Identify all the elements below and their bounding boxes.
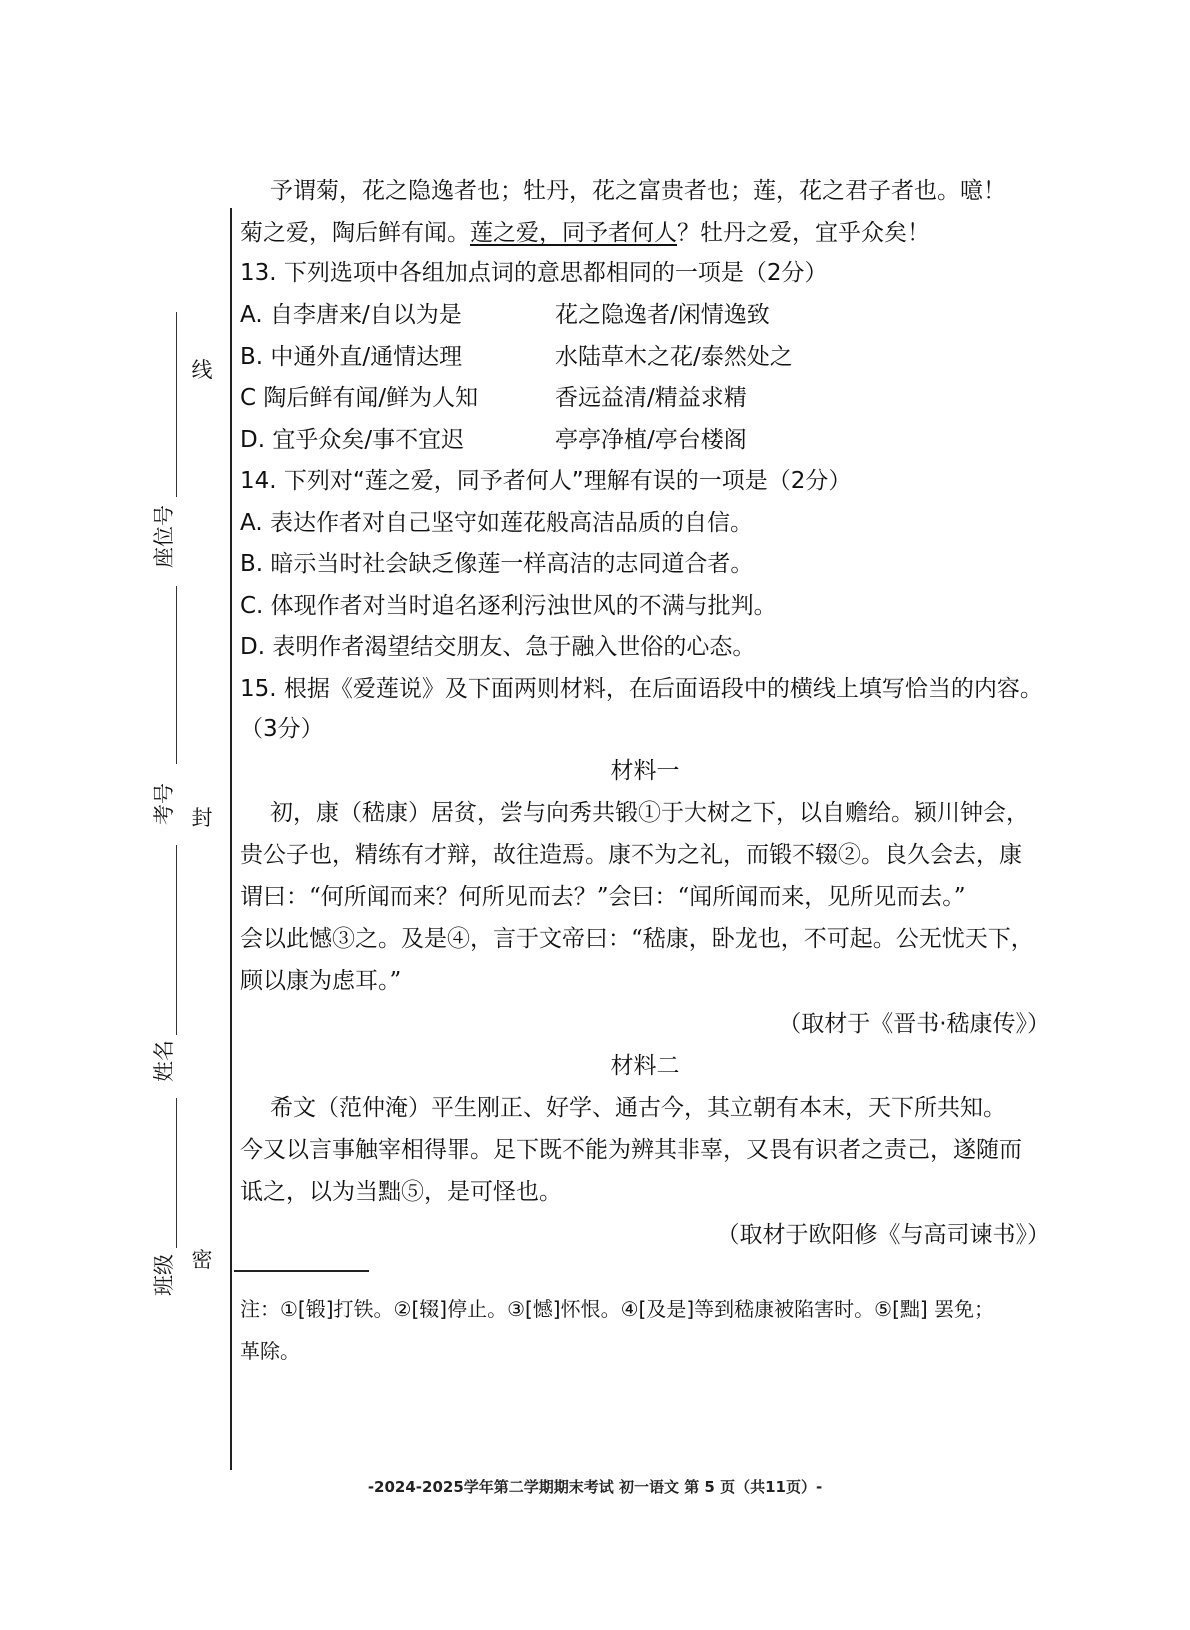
name-label: 姓名 <box>152 1040 176 1082</box>
material2-title: 材料二 <box>610 1053 680 1079</box>
notes-line-2: 革除。 <box>240 1339 300 1363</box>
material1-line-5: 顾以康为虑耳。” <box>240 968 402 994</box>
footnote-rule <box>234 1270 369 1272</box>
q13-option-c: C 陶后鲜有闻/鲜为人知 <box>240 385 479 411</box>
q13-option-c-pair2: 香远益清/精益求精 <box>555 385 747 411</box>
material2-line-2: 今又以言事触宰相得罪。足下既不能为辨其非辜，又畏有识者之责己，遂随而 <box>240 1137 1022 1163</box>
material2-line-1: 希文（范仲淹）平生刚正、好学、通古今，其立朝有本末，天下所共知。 <box>270 1095 1006 1121</box>
notes-line-1: 注：①[锻]打铁。②[辍]停止。③[憾]怀恨。④[及是]等到嵇康被陷害时。⑤[黜] 罢免； <box>240 1297 995 1321</box>
q15-stem: 15. 根据《爱莲说》及下面两则材料，在后面语段中的横线上填写恰当的内容。 <box>240 676 1043 702</box>
q13-option-b-pair2: 水陆草木之花/泰然处之 <box>555 344 793 370</box>
passage-line-2: 菊之爱，陶后鲜有闻。莲之爱，同予者何人？牡丹之爱，宜乎众矣！ <box>240 220 930 246</box>
q15-points: （3分） <box>240 716 324 742</box>
material1-source: （取材于《晋书·嵇康传》） <box>778 1011 1050 1037</box>
q13-option-b: B. 中通外直/通情达理 <box>240 344 463 370</box>
material2-source: （取材于欧阳修《与高司谏书》） <box>716 1222 1050 1248</box>
q13-option-a-pair2: 花之隐逸者/闲情逸致 <box>555 302 770 328</box>
margin-tag-line: 线 <box>191 358 213 382</box>
material2-line-3: 诋之，以为当黜⑤，是可怪也。 <box>240 1179 562 1205</box>
q14-option-a: A. 表达作者对自己坚守如莲花般高洁品质的自信。 <box>240 510 753 536</box>
material1-line-2: 贵公子也，精练有才辩，故往造焉。康不为之礼，而锻不辍②。良久会去，康 <box>240 842 1022 868</box>
q14-option-d: D. 表明作者渴望结交朋友、急于融入世俗的心态。 <box>240 634 756 660</box>
material1-line-4: 会以此憾③之。及是④，言于文帝曰：“嵇康，卧龙也，不可起。公无忧天下， <box>240 926 1034 952</box>
q13-option-a: A. 自李唐来/自以为是 <box>240 302 462 328</box>
q13-option-d: D. 宜乎众矣/事不宜迟 <box>240 427 465 453</box>
passage-line-1: 予谓菊，花之隐逸者也；牡丹，花之富贵者也；莲，花之君子者也。噫！ <box>270 178 1006 204</box>
page-footer: -2024-2025学年第二学期期末考试 初一语文 第 5 页（共11页）- <box>367 1478 823 1496</box>
margin-tag-secret: 密 <box>191 1248 213 1272</box>
q13-stem: 13. 下列选项中各组加点词的意思都相同的一项是（2分） <box>240 260 828 286</box>
material1-title: 材料一 <box>610 758 680 784</box>
class-field-line <box>176 1098 177 1248</box>
material1-line-3: 谓曰：“何所闻而来？何所见而去？”会曰：“闻所闻而来，见所见而去。” <box>240 884 966 910</box>
name-field-line <box>176 845 177 1035</box>
q13-option-d-pair2: 亭亭净植/亭台楼阁 <box>555 427 747 453</box>
q14-option-c: C. 体现作者对当时追名逐利污浊世风的不满与批判。 <box>240 593 777 619</box>
margin-tag-seal: 封 <box>191 806 213 830</box>
underlined-sentence: 莲之爱，同予者何人 <box>470 220 677 246</box>
seat-field-line <box>176 312 177 497</box>
exam-no-field-line <box>176 586 177 764</box>
exam-no-label: 考号 <box>152 783 176 825</box>
binding-line <box>230 208 232 1470</box>
class-label: 班级 <box>152 1254 176 1296</box>
q14-stem: 14. 下列对“莲之爱，同予者何人”理解有误的一项是（2分） <box>240 468 852 494</box>
q14-option-b: B. 暗示当时社会缺乏像莲一样高洁的志同道合者。 <box>240 551 754 577</box>
material1-line-1: 初，康（嵇康）居贫，尝与向秀共锻①于大树之下，以自赡给。颍川钟会， <box>270 800 1029 826</box>
seat-label: 座位号 <box>152 505 176 568</box>
